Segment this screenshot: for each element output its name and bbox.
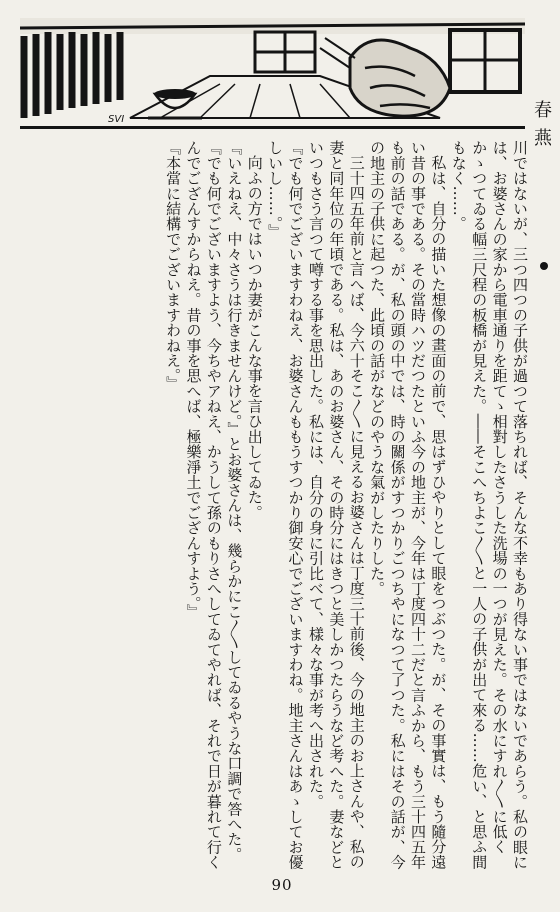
- paragraph: 私は、自分の描いた想像の畫面の前で、思はずひやりとして眼をつぶつた。が、その事實は、もう隨分遠い昔の事である。その當時ハツだつたといふ今の地主が、今年は丁度四十二だと言ふから、もう三十四五年も前の話である。が、私の頭の中では、時の關係がすつかりごつちやになつて了つた。私にはその話が、今の地主の子供に起つた、此頃の話がなどのやうな氣がしたりした。: [368, 140, 448, 870]
- paragraph: 向ふの方ではいつか妻がこんな事を言ひ出してゐた。: [245, 155, 264, 520]
- illustration-signature: SVI: [108, 114, 125, 125]
- running-title: 春燕: [531, 100, 552, 156]
- illustration-drawing: [20, 18, 525, 126]
- vertical-text-body: [18, 140, 530, 870]
- page-number: 90: [271, 876, 293, 894]
- dialogue-paragraph: 『本當に結構でございますわねえ。』: [164, 140, 183, 391]
- paragraph: 川ではないが、三つ四つの子供が過つて落ちれば、そんな不幸もあり得ない事ではないであらう。私の眼には、お婆さんの家から電車通りを距てゝ相對したさうした洗場の一つが見えた。その水にすれ〳〵に低くかゝつてゐる幅三尺程の板橋が見えた。――そこへちよこ〳〵と一人の子供が出て來る……危い、と思ふ間もなく……。: [449, 140, 529, 870]
- dialogue-paragraph: 『いえねえ、中々さうは行きませんけど。』とお婆さんは、幾らかにこ〳〵してゐるやうな口調で答へた。『でも何でございますよう、今ちやアねえ、かうして孫のもりさへしてゐてやれば、それで日が暮れて行くんでござんすからねえ。昔の事を思へば、極樂淨土でござんすよう。』: [184, 140, 244, 870]
- header-illustration: [20, 18, 525, 129]
- ornament-dot: [540, 262, 548, 270]
- dialogue-paragraph: 『でも何でございますわねえ、お婆さんももうすつかり御安心でございますわね。地主さんはあゝしてお優しいし……。』: [266, 140, 305, 870]
- paragraph: 三十四五年前と言へば、今六十そこ〳〵に見えるお婆さんは丁度三十前後、今の地主のお上さんや、私の妻と同年位の年頃である。私は、あのお婆さん、その時分にはきつと美しかつたらうなど考へた。妻などといつもさう言つて噂する事を思出した。私には、自分の身に引比べて、樣々な事が考へ出された。: [306, 140, 366, 870]
